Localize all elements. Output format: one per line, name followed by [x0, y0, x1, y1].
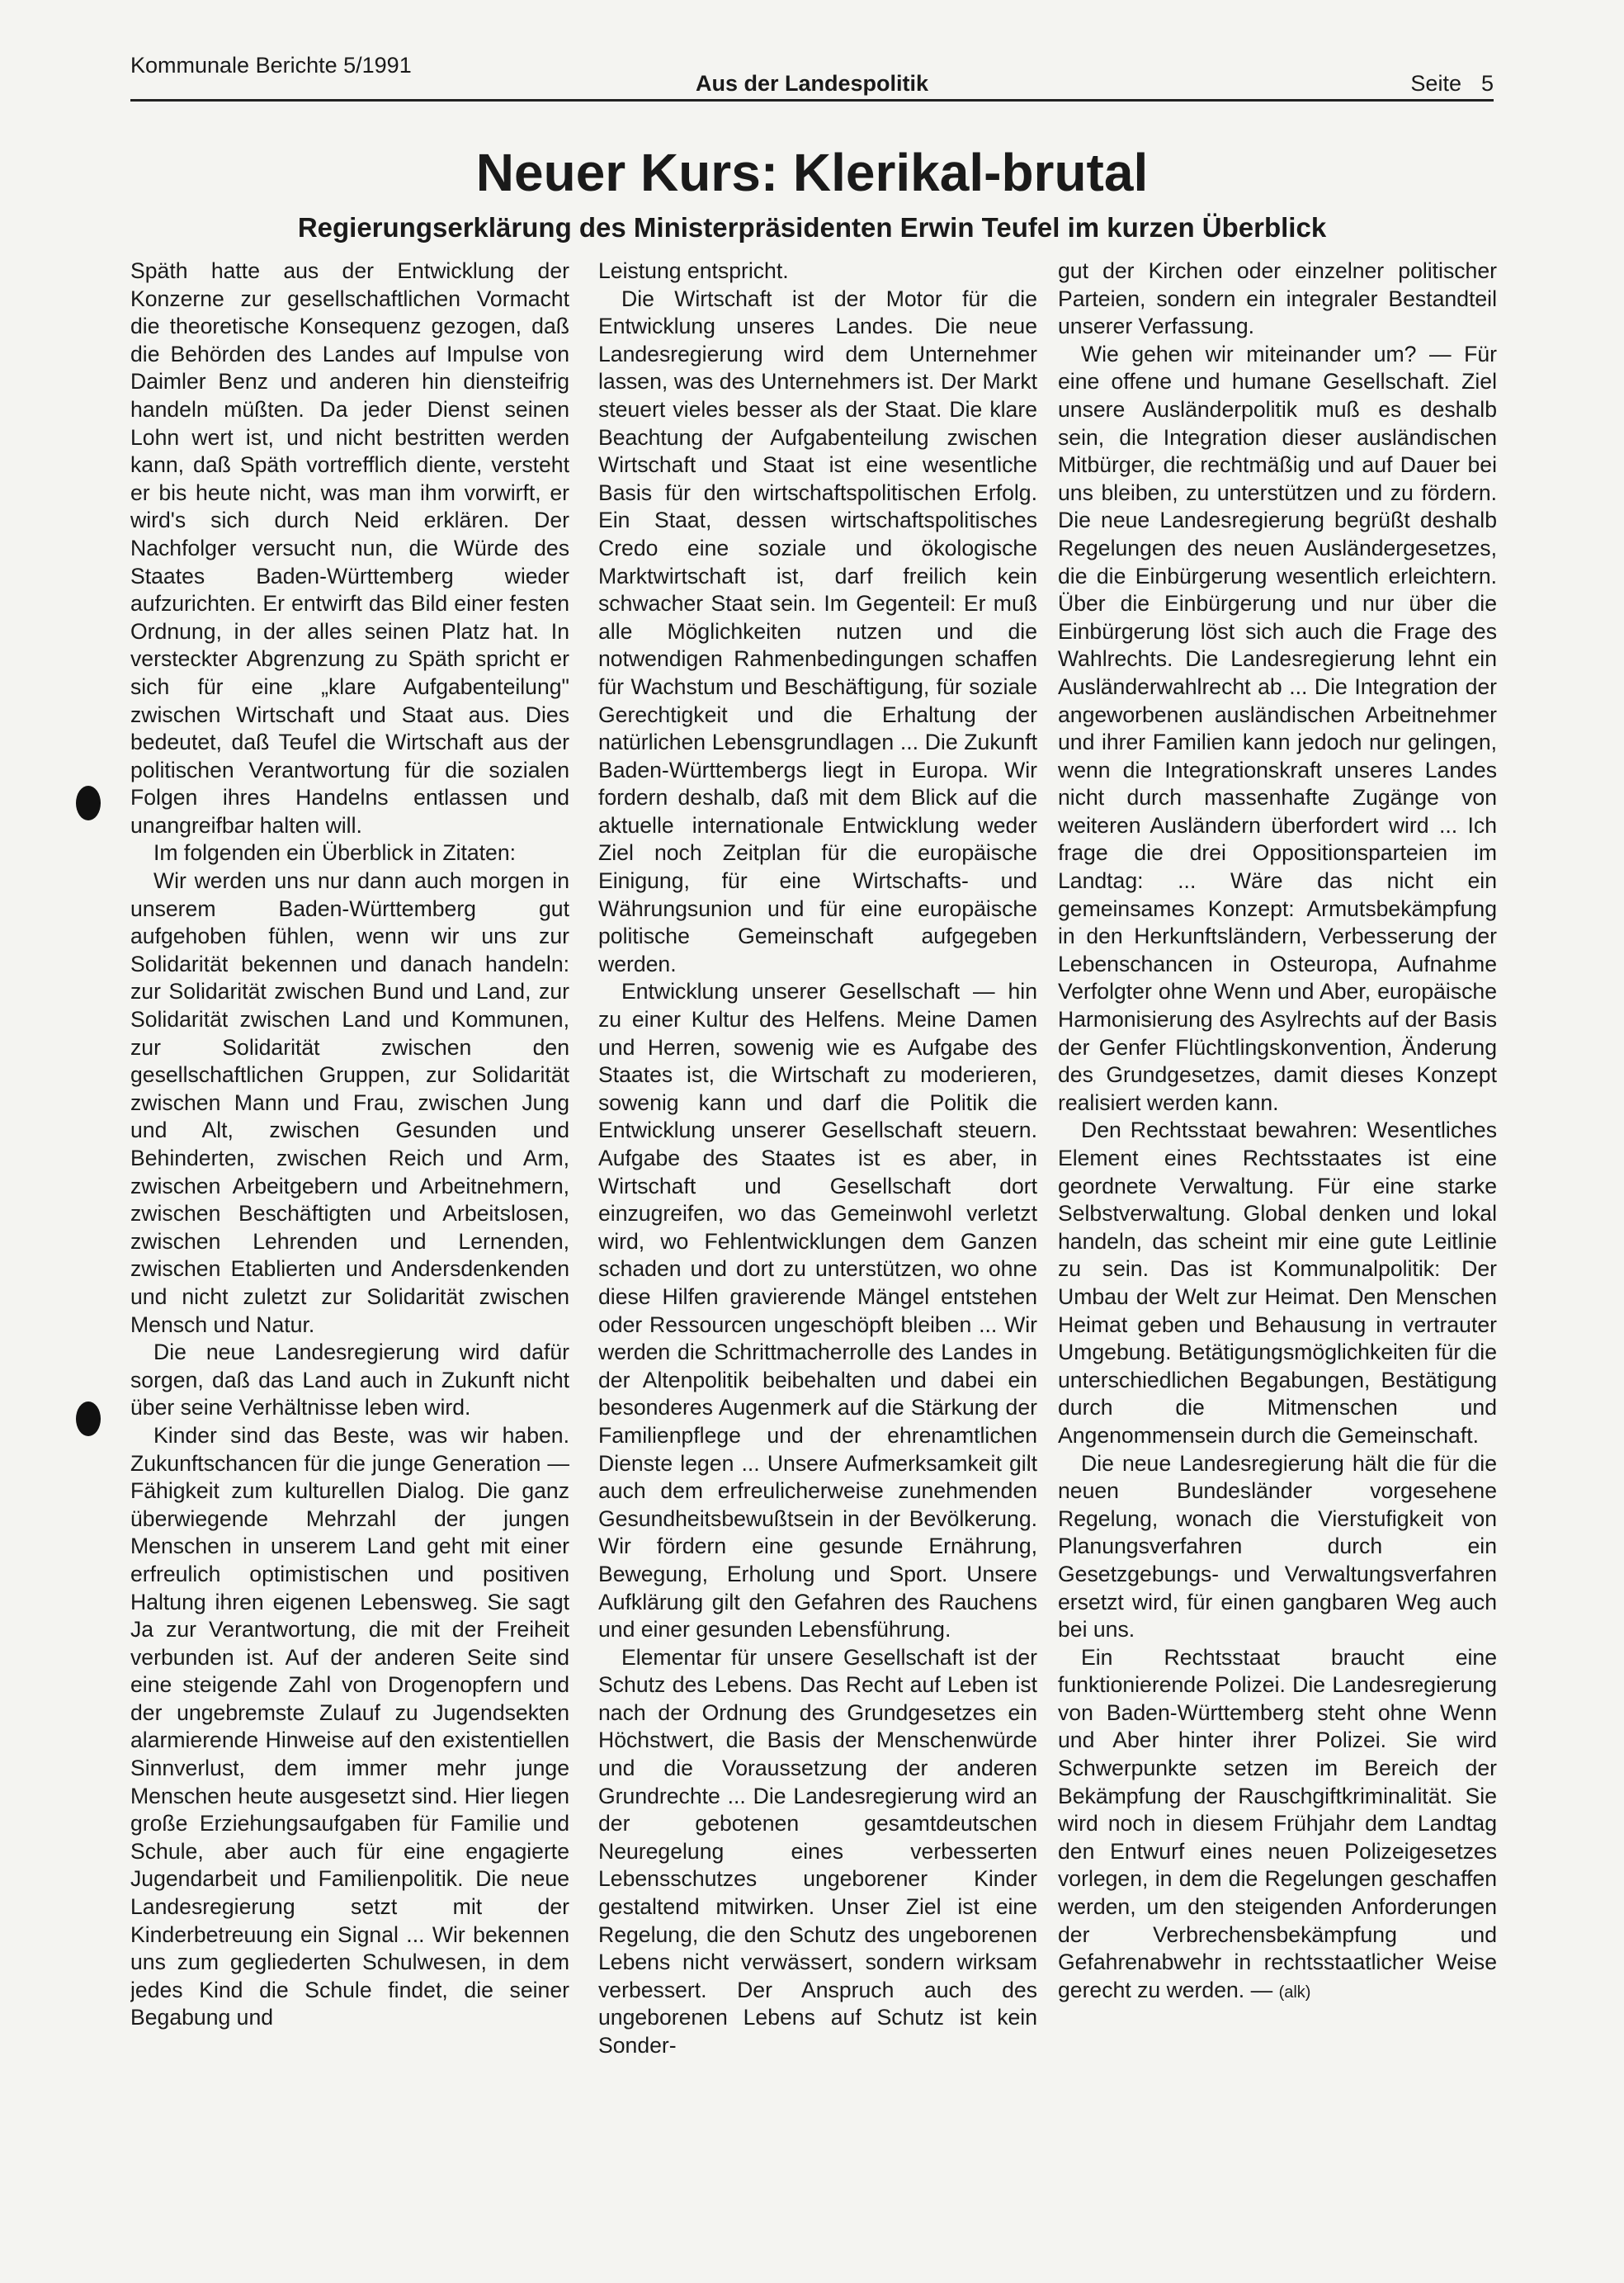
- text-column-3: [1058, 258, 1497, 2197]
- running-header: [130, 50, 1494, 101]
- paragraph: Leistung entspricht.: [598, 258, 789, 283]
- page-number: 5: [1480, 71, 1494, 96]
- article-title: Neuer Kurs: Klerikal-brutal: [475, 143, 1149, 202]
- article-subtitle: Regierungserklärung des Ministerpräsidenten Erwin Teufel im kurzen Überblick: [297, 212, 1327, 243]
- paragraph: [1058, 1644, 1497, 2007]
- paragraph: Wie gehen wir miteinander um? — Für eine offene und humane Gesellschaft. Ziel unsere Ausländerpolitik muß es deshalb sein, die Integration dieser ausländischen Mitbürger, die rechtmäßig und auf Dauer bei uns bleiben, zu unterstützen und zu fördern. Die neue Landesregierung begrüßt deshalb Regelungen des neuen Ausländergesetzes, die die Einbürgerung wesentlich erleichtern. Über die Einbürgerung und nur über die Einbürgerung löst sich auch die Frage des Wahlrechts. Die Landesregierung lehnt ein Ausländerwahlrecht ab ... Die Integration der angeworbenen ausländischen Arbeitnehmer und ihrer Familien kann jedoch nur gelingen, wenn die Integrationskraft unseres Landes nicht durch massenhafte Zugänge von weiteren Ausländern überfordert wird ... Ich frage die drei Oppositionsparteien im Landtag: ... Wäre das nicht ein gemeinsames Konzept: Armutsbekämpfung in den Herkunftsländern, Verbesserung der Lebenschancen in Osteuropa, Aufnahme Verfolgter ohne Wenn und Aber, europäische Harmonisierung des Asylrechts auf der Basis der Genfer Flüchtlingskonvention, Änderung des Grundgesetzes, damit dieses Konzept realisiert werden kann.: [1058, 341, 1497, 1115]
- paragraph: Wir werden uns nur dann auch morgen in unserem Baden-Württemberg gut aufgehoben fühlen, wenn wir uns zur Solidarität bekennen und danach handeln: zur Solidarität zwischen Bund und Land, zur Solidarität zwischen Land und Kommunen, zur Solidarität zwischen den gesellschaftlichen Gruppen, zur Solidarität zwischen Mann und Frau, zwischen Jung und Alt, zwischen Gesunden und Behinderten, zwischen Reich und Arm, zwischen Arbeitgebern und Arbeitnehmern, zwischen Beschäftigten und Arbeitslosen, zwischen Lehrenden und Lernenden, zwischen Etablierten und Andersdenkenden und nicht zuletzt zur Solidarität zwischen Mensch und Natur.: [130, 868, 569, 1337]
- author-signature: (alk): [1278, 1983, 1311, 2002]
- paragraph: Die neue Landesregierung wird dafür sorgen, daß das Land auch in Zukunft nicht über seine Verhältnisse leben wird.: [130, 1340, 569, 1420]
- paragraph: gut der Kirchen oder einzelner politischer Parteien, sondern ein integraler Bestandteil unserer Verfassung.: [1058, 258, 1497, 339]
- page-label: Seite: [1410, 71, 1461, 96]
- publication-name: Kommunale Berichte 5/1991: [130, 53, 412, 78]
- paragraph: Die neue Landesregierung hält die für die neuen Bundesländer vorgesehene Regelung, wonach die Vierstufigkeit von Planungsverfahren durch ein Gesetzgebungs- und Verwaltungsverfahren ersetzt wird, für einen gangbaren Weg auch bei uns.: [1058, 1450, 1497, 1643]
- paragraph: Entwicklung unserer Gesellschaft — hin zu einer Kultur des Helfens. Meine Damen und Herren, sowenig wie es Aufgabe des Staates ist, die Wirtschaft zu moderieren, sowenig kann und darf die Politik die Entwicklung unserer Gesellschaft steuern. Aufgabe des Staates ist es aber, in Wirtschaft und Gesellschaft dort einzugreifen, wo das Gemeinwohl verletzt wird, wo Fehlentwicklungen dem Ganzen schaden und dort zu unterstützen, wo ohne diese Hilfen gravierende Mängel entstehen oder Ressourcen ungeschöpft bleiben ... Wir werden die Schrittmacherrolle des Landes in der Altenpolitik beibehalten und dabei ein besonderes Augenmerk auf die Stärkung der Familienpflege und der ehrenamtlichen Dienste legen ... Unsere Aufmerksamkeit gilt auch dem erfreulicherweise zunehmenden Gesundheitsbewußtsein in der Bevölkerung. Wir fördern eine gesunde Ernährung, Bewegung, Erholung und Sport. Unsere Aufklärung gilt den Gefahren des Rauchens und einer gesunden Lebensführung.: [598, 979, 1037, 1643]
- text-column-1: [130, 258, 569, 2197]
- paragraph: Elementar für unsere Gesellschaft ist der Schutz des Lebens. Das Recht auf Leben ist nach der Ordnung des Grundgesetzes ein Höchstwert, die Basis der Menschenwürde und die Voraussetzung der anderen Grundrechte ... Die Landesregierung wird an der gebotenen gesamtdeutschen Neuregelung eines verbesserten Lebensschutzes ungeborener Kinder gestaltend mitwirken. Unser Ziel ist eine Regelung, die den Schutz des ungeborenen Lebens nicht verwässert, sondern wirksam verbessert. Der Anspruch auch des ungeborenen Lebens auf Schutz ist kein Sonder-: [598, 1644, 1037, 2058]
- paragraph: Den Rechtsstaat bewahren: Wesentliches Element eines Rechtsstaates ist eine geordnete Verwaltung. Für eine starke Selbstverwaltung. Global denken und lokal handeln, das scheint mir eine gute Leitlinie zu sein. Das ist Kommunalpolitik: Der Umbau der Welt zur Heimat. Den Menschen Heimat geben und Behausung in vertrauter Umgebung. Betätigungsmöglichkeiten für die unterschiedlichen Begabungen, Bestätigung durch die Mitmenschen und Angenommensein durch die Gemeinschaft.: [1058, 1118, 1497, 1448]
- header-rule: [130, 99, 1494, 102]
- paragraph-text: Ein Rechtsstaat braucht eine funktionierende Polizei. Die Landesregierung von Baden-Württemberg steht ohne Wenn und Aber hinter ihrer Polizei. Sie wird Schwerpunkte setzen im Bereich der Bekämpfung der Rauschgiftkriminalität. Sie wird noch in diesem Frühjahr dem Landtag den Entwurf eines neuen Polizeigesetzes vorlegen, in dem die Regelungen geschaffen werden, um den steigenden Anforderungen der Verbrechensbekämpfung und Gefahrenabwehr in rechtsstaatlicher Weise gerecht zu werden. —: [1058, 1644, 1497, 2002]
- section-name: Aus der Landespolitik: [695, 71, 929, 96]
- paragraph: Späth hatte aus der Entwicklung der Konzerne zur gesellschaftlichen Vormacht die theoretische Konsequenz gezogen, daß die Behörden des Landes auf Impulse von Daimler Benz und anderen hin diensteifrig handeln müßten. Da jeder Dienst seinen Lohn wert ist, und nicht bestritten werden kann, daß Späth vortrefflich diente, versteht er bis heute nicht, was man ihm vorwirft, er wird's sich durch Neid erklären. Der Nachfolger versucht nun, die Würde des Staates Baden-Württemberg wieder aufzurichten. Er entwirft das Bild einer festen Ordnung, in der alles seinen Platz hat. In versteckter Abgrenzung zu Späth spricht er sich für eine „klare Aufgabenteilung" zwischen Wirtschaft und Staat aus. Dies bedeutet, daß Teufel die Wirtschaft aus der politischen Verantwortung für die sozialen Folgen ihres Handelns entlassen und unangreifbar halten will.: [130, 258, 569, 838]
- page-indicator: [1410, 71, 1494, 97]
- text-column-2: [598, 258, 1037, 2197]
- paragraph: Kinder sind das Beste, was wir haben. Zukunftschancen für die junge Generation — Fähigkeit zum kulturellen Dialog. Die ganz überwiegende Mehrzahl der jungen Menschen in unserem Land geht mit einer erfreulich optimistischen und positiven Haltung ihren eigenen Lebensweg. Sie sagt Ja zur Verantwortung, die mit der Freiheit verbunden ist. Auf der anderen Seite sind eine steigende Zahl von Drogenopfern und der ungebremste Zulauf zu Jugendsekten alarmierende Hinweise auf den existentiellen Sinnverlust, dem immer mehr junge Menschen heute ausgesetzt sind. Hier liegen große Erziehungsaufgaben für Familie und Schule, aber auch für eine engagierte Jugendarbeit und Familienpolitik. Die neue Landesregierung setzt mit der Kinderbetreuung ein Signal ... Wir bekennen uns zum gegliederten Schulwesen, in dem jedes Kind die Schule findet, die seiner Begabung und: [130, 1422, 569, 2030]
- punch-hole: [76, 1401, 101, 1436]
- punch-hole: [76, 786, 101, 820]
- paragraph: Im folgenden ein Überblick in Zitaten:: [153, 840, 517, 866]
- paragraph: Die Wirtschaft ist der Motor für die Entwicklung unseres Landes. Die neue Landesregierung wird dem Unternehmer lassen, was des Unternehmers ist. Der Markt steuert vieles besser als der Staat. Die klare Beachtung der Aufgabenteilung zwischen Wirtschaft und Staat ist eine wesentliche Basis für den wirtschaftspolitischen Erfolg. Ein Staat, dessen wirtschaftspolitisches Credo eine soziale und ökologische Marktwirtschaft ist, darf freilich kein schwacher Staat sein. Im Gegenteil: Er muß alle Möglichkeiten nutzen und die notwendigen Rahmenbedingungen schaffen für Wachstum und Beschäftigung, für soziale Gerechtigkeit und die Erhaltung der natürlichen Lebensgrundlagen ... Die Zukunft Baden-Württembergs liegt in Europa. Wir fordern deshalb, daß mit dem Blick auf die aktuelle internationale Entwicklung weder Ziel noch Zeitplan für die europäische Einigung, für eine Wirtschafts- und Währungsunion und für eine europäische politische Gemeinschaft aufgegeben werden.: [598, 286, 1037, 976]
